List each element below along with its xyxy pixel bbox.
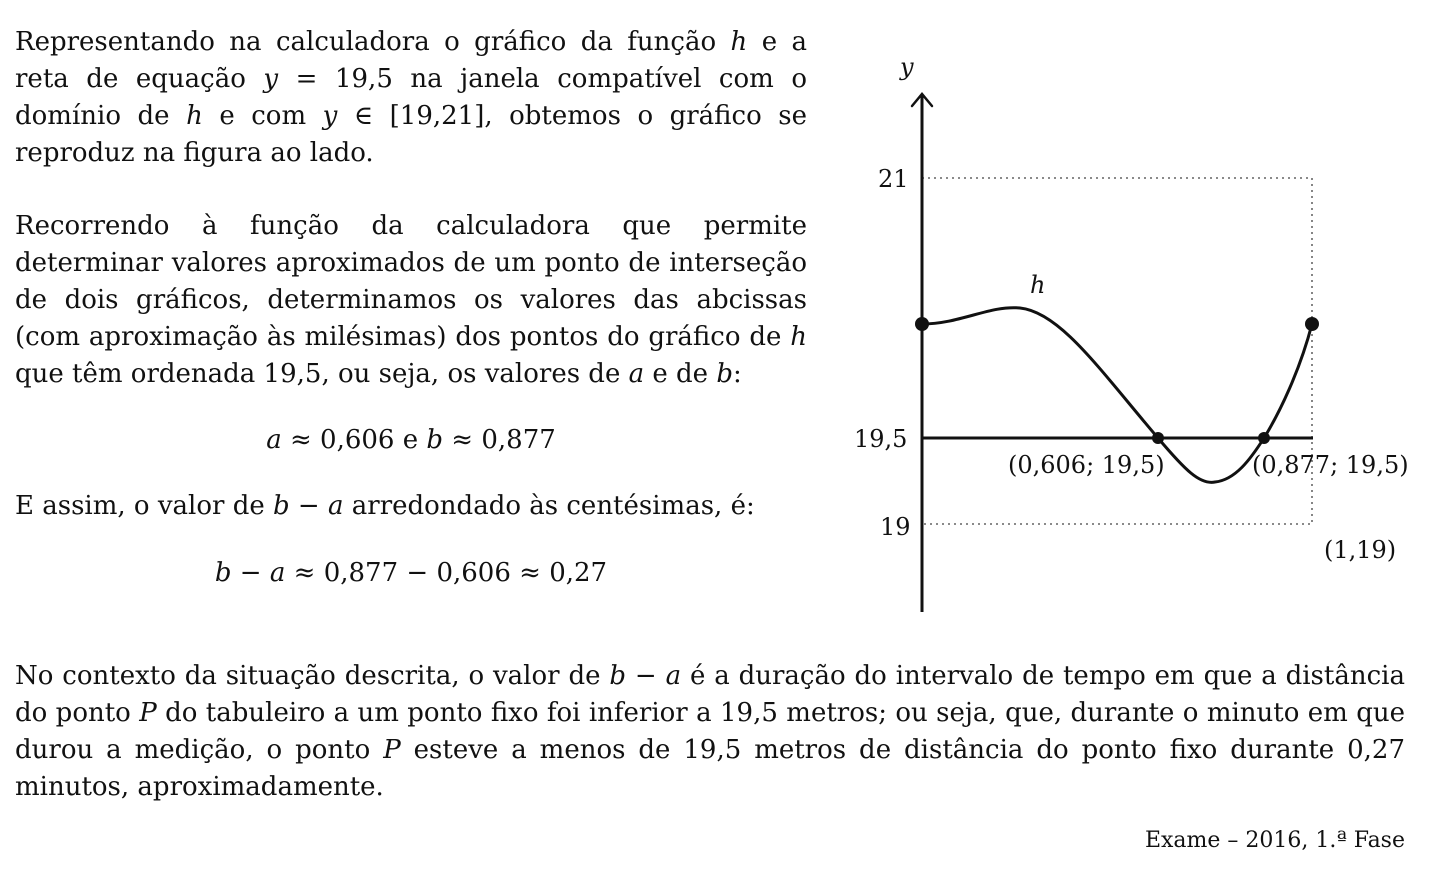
math-variable: a [628, 359, 645, 389]
conclusion-paragraph: No contexto da situação descrita, o valor de b − a é a duração do intervalo de tempo em que a distância do ponto P do tabuleiro a um ponto fixo foi inferior a 19,5 metros; ou seja, que, durante o minuto em que durou a medição, o ponto P esteve a menos de 19,5 metros de distância do ponto fixo durante 0,27 minutos, aproximadamente. [15, 661, 1405, 802]
math-variable: b [273, 491, 290, 521]
method-paragraph: Recorrendo à função da calculadora que permite determinar valores aproximados de um ponto de interseção de dois gráficos, determinamos os valores das abcissas (com aproximação às milésimas) dos pontos do gráfico de h que têm ordenada 19,5, ou seja, os valores de a e de b: [15, 211, 807, 389]
math-variable: a [269, 558, 286, 588]
point-b [1258, 432, 1270, 444]
math-variable: y [322, 101, 338, 131]
tick-label-21: 21 [878, 165, 909, 193]
math-variable: a [266, 425, 282, 455]
difference-intro: E assim, o valor de b − a arredondado às centésimas, é: [15, 491, 755, 521]
math-variable: b [716, 359, 733, 389]
tick-label-19-5: 19,5 [854, 425, 908, 453]
point-b-label: (0,877; 19,5) [1252, 451, 1409, 479]
math-variable: y [263, 64, 279, 94]
corner-label: (1,19) [1324, 536, 1397, 564]
result-equation: a ≈ 0,606 e b ≈ 0,877 [266, 425, 556, 455]
source-citation: Exame – 2016, 1.ª Fase [1144, 828, 1405, 853]
math-variable: P [383, 735, 401, 765]
tick-label-19: 19 [880, 513, 911, 541]
left-column [15, 24, 807, 592]
curve-label-h: h [1030, 271, 1046, 299]
math-variable: h [790, 322, 807, 352]
math-variable: h [186, 101, 203, 131]
point-end [1305, 317, 1319, 331]
difference-equation: b − a ≈ 0,877 − 0,606 ≈ 0,27 [214, 558, 608, 588]
function-graph [840, 40, 1432, 630]
point-a [1152, 432, 1164, 444]
math-variable: b [214, 558, 232, 588]
math-variable: a [665, 661, 682, 691]
math-variable: a [327, 491, 344, 521]
math-variable: h [730, 27, 748, 57]
math-variable: b [609, 661, 627, 691]
intro-paragraph: Representando na calculadora o gráfico da função h e a reta de equação y = 19,5 na janela compatível com o domínio de h e com y ∈ [19,21], obtemos o gráfico se reproduz na figura ao lado. [15, 27, 807, 168]
point-a-label: (0,606; 19,5) [1008, 451, 1165, 479]
math-variable: P [139, 698, 157, 728]
math-variable: b [426, 425, 444, 455]
point-start [915, 317, 929, 331]
y-axis-label: y [900, 53, 914, 81]
